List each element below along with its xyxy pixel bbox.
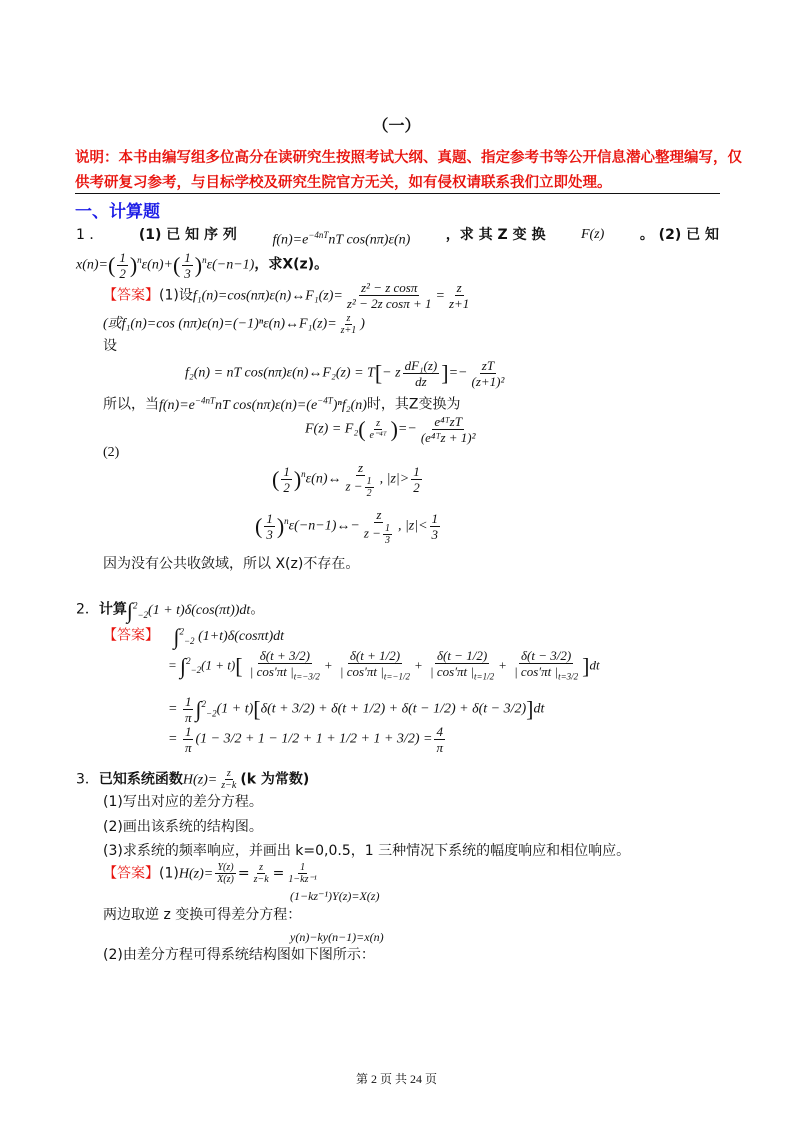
disclaimer-line-2: 供考研复习参考，与目标学校及研究生院官方无关，如有侵权请联系我们立即处理。 [75,175,612,191]
divider [75,193,720,194]
answer-3-line-1: 【答案】(1)H(z)= $\frac{Y(z)}{X(z)}$ = $\frac{z}{z-k}$ = $\frac{1}{\text{1−kz⁻¹}}$ [103,862,317,885]
question-3-part-3: (3)求系统的频率响应，并画出 k=0,0.5，1 三种情况下系统的幅度响应和相位响应。 [103,843,631,859]
disclaimer-line-1: 说明：本书由编写组多位高分在读研究生按照考试大纲、真题、指定参考书等公开信息潜心整理编写，仅 [75,150,742,166]
answer-1-Fz-equation: F(z) = F₂( $\frac{z}{\text{e⁻⁴ᵀ}}$ )=− e⁴ᵀzT (e⁴ᵀz + 1)² [305,414,476,445]
answer-3-line-2: (1−kz⁻¹)Y(z)=X(z) [290,889,380,903]
answer-1-line-5: 所以，当$f(n)=e^{-4nT}nT$ $\cos(n\pi)\varepsilon(n)=(e^{-4T})^nf_2(n)$时，其Z变换为 [103,395,461,413]
answer-tag: 【答案】 [103,287,159,304]
answer-1-transform-half: ( $\frac{1}{2}$ )$^n$ε(n)↔ z z − $\frac{1}{2}$ , |z|> $\frac{1}{2}$ [272,460,420,499]
section-heading: 一、计算题 [75,202,160,222]
answer-2-line-3: = $\frac{1}{\pi}$ ∫$^2_{-2}$(1 + t)[δ(t + 3/2) + δ(t + 1/2) + δ(t − 1/2) + δ(t − 3/2)]dt [168,694,545,725]
page-footer: 第 2 页 共 24 页 [355,1072,437,1086]
answer-2-line-2: = ∫$^2_{-2}$(1 + t)[ $\frac{\delta(t + 3/2)}{| \cos'\pi t |_{t=-3/2}}$ + $\frac{\delta(t + 1/2)}{| \cos'\pi t |_{t=-1/2}}$ + $\frac{\delta(t - 1/2)}{| \cos'\pi t |_{t=1/2}}$ + $\frac{\delta(t - 3/2)}{| \cos'\pi t |_{t=3/2}}$ ]dt [168,648,600,682]
answer-1-conclusion: 因为没有公共收敛域，所以 X(z)不存在。 [103,556,360,572]
q1-text: 。 (2) 已 知 [639,227,719,243]
question-2: 2．计算∫$^2_{-2}$(1 + t)δ(cos(πt))dt。 [76,597,265,623]
q1-text: (1) 已 知 序 列 [138,227,237,243]
question-3-part-2: (2)画出该系统的结构图。 [103,819,263,835]
answer-1-line-2: (或f₁(n)=cos (nπ)ε(n)=(−1)ⁿε(n)↔F₁(z)= $\frac{z}{z+1}$ ) [103,313,365,336]
page-title: （一） [372,116,421,135]
answer-3-line-3: 两边取逆 z 变换可得差分方程： [103,907,302,923]
answer-1-line-1: 【答案】(1)设f₁(n)=cos(nπ)ε(n)↔F₁(z)= $\frac{\text{z² − z cosπ}}{\text{z² − 2z cosπ + 1}}$ = $\frac{z}{z+1}$ [103,280,470,311]
answer-1-transform-third: ( $\frac{1}{3}$ )$^n$ε(−n−1)↔− z z − $\frac{1}{3}$ , |z|< $\frac{1}{3}$ [255,507,439,546]
answer-2-line-4: = $\frac{1}{\pi}$ (1 − 3/2 + 1 − 1/2 + 1 + 1/2 + 1 + 3/2) = $\frac{4}{\pi}$ [168,724,443,755]
question-3: 3．已知系统函数H(z)= $\frac{z}{z-k}$ (k 为常数) [76,768,310,791]
answer-1-part-2-label: (2) [103,445,120,460]
answer-1-f2-equation: f₂(n) = nT cos(nπ)ε(n)↔F₂(z) = T[− z $\frac{\text{dF₁(z)}}{dz}$ ]=− $\frac{zT}{\text{(z+1)²}}$ [185,358,505,389]
question-3-part-1: (1)写出对应的差分方程。 [103,794,263,810]
q1-text: ，求 其 Z 变 换 [445,227,546,243]
answer-2-line-1: 【答案】 ∫$^2_{-2}$ (1+t)δ(cosπt)dt [103,623,285,649]
answer-tag: 【答案】 [103,865,159,882]
answer-3-line-4: y(n)−ky(n−1)=x(n) [290,930,384,944]
question-number: 1 ． [76,227,104,243]
question-1-line-2: x(n)=( $\frac{1}{2}$ )$^n$ε(n)+( $\frac{1}{3}$ )$^n$ε(−n−1)，求X(z)。 [76,250,329,281]
answer-1-line-3: 设 [103,338,117,354]
answer-3-line-5: (2)由差分方程可得系统结构图如下图所示： [103,947,375,963]
math: F(z) [580,227,605,242]
answer-tag: 【答案】 [103,627,159,644]
math: $f(n)=e^{-4nT}nT$ cos(nπ)ε(n) [272,230,411,248]
question-1-line-1 [76,226,719,250]
